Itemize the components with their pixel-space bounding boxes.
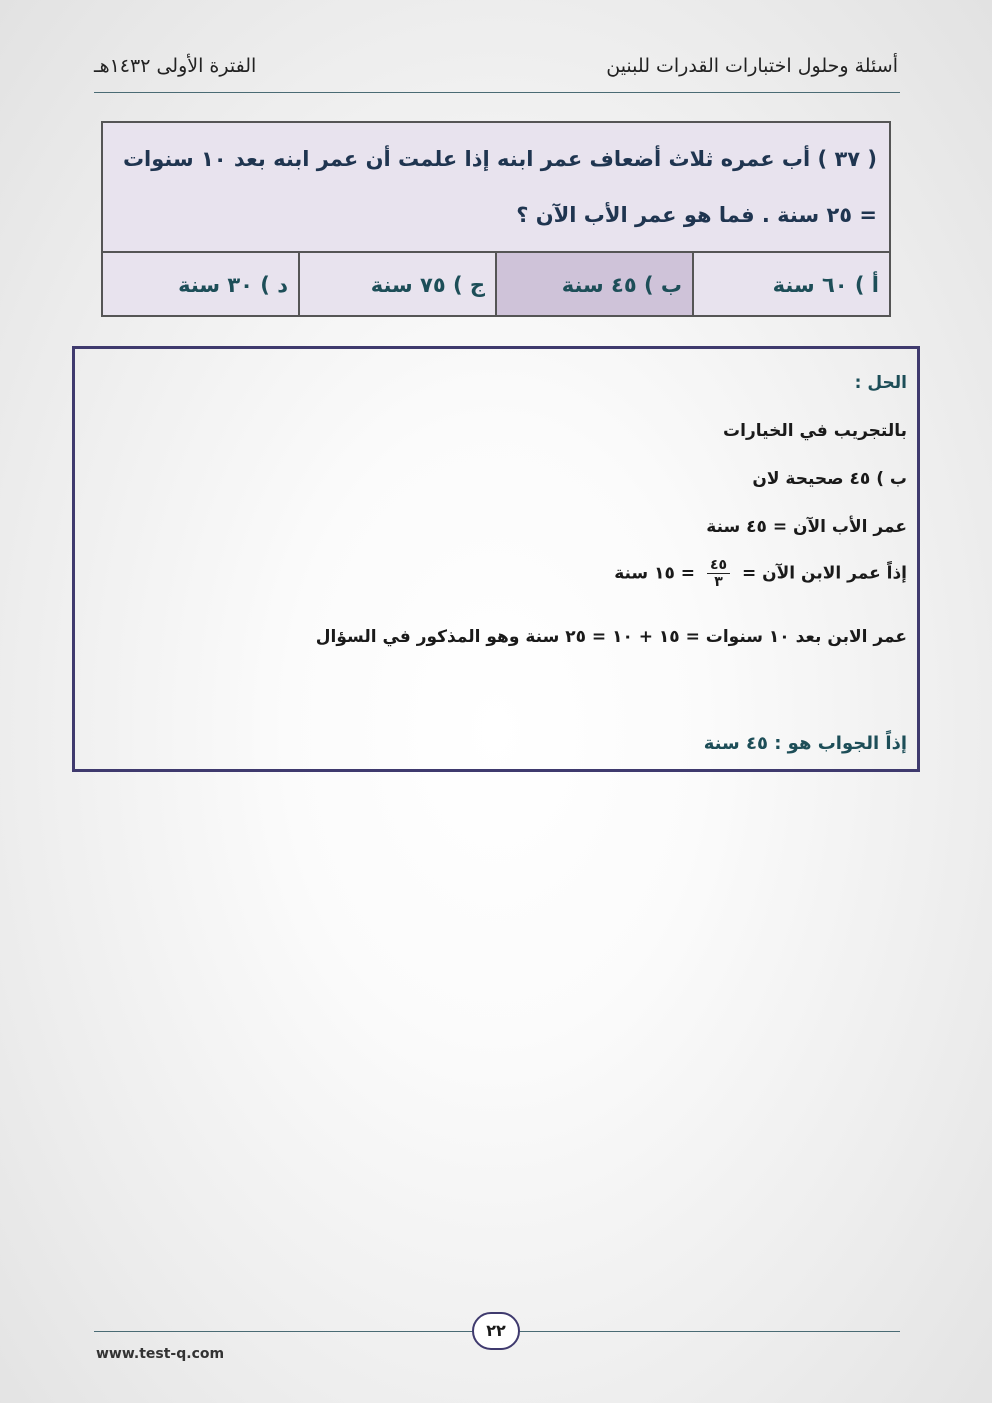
solution-line-4-suffix: = ١٥ سنة (614, 563, 696, 584)
fraction-numerator: ٤٥ (707, 557, 730, 574)
solution-answer: إذاً الجواب هو : ٤٥ سنة (703, 733, 907, 754)
option-a[interactable] (692, 253, 889, 315)
fraction (707, 557, 730, 590)
solution-title: الحل : (854, 373, 907, 393)
question-text-line-2: = ٢٥ سنة . فما هو عمر الأب الآن ؟ (516, 203, 877, 227)
option-a-label: أ ) ٦٠ سنة (772, 273, 879, 297)
header-title: أسئلة وحلول اختبارات القدرات للبنين (606, 55, 898, 77)
option-d-label: د ) ٣٠ سنة (178, 273, 288, 297)
header-period: الفترة الأولى ١٤٣٢هـ (94, 55, 257, 77)
option-d[interactable] (103, 253, 298, 315)
fraction-denominator: ٣ (714, 574, 723, 590)
solution-line-3: عمر الأب الآن = ٤٥ سنة (706, 517, 907, 537)
option-c-label: ج ) ٧٥ سنة (370, 273, 485, 297)
solution-line-5: عمر الابن بعد ١٠ سنوات = ١٥ + ١٠ = ٢٥ سنة وهو المذكور في السؤال (315, 627, 907, 647)
footer-url: www.test-q.com (96, 1346, 225, 1362)
solution-line-4-prefix: إذاً عمر الابن الآن = (741, 563, 907, 584)
page-number: ٢٢ (472, 1312, 520, 1350)
header-divider (94, 92, 900, 93)
solution-line-1: بالتجريب في الخيارات (723, 421, 907, 441)
question-text-line-1: ( ٣٧ ) أب عمره ثلاث أضعاف عمر ابنه إذا علمت أن عمر ابنه بعد ١٠ سنوات (122, 147, 877, 171)
option-b[interactable] (495, 253, 692, 315)
solution-line-4 (614, 557, 907, 590)
solution-box (72, 346, 920, 772)
option-b-label: ب ) ٤٥ سنة (561, 273, 682, 297)
question-box (101, 121, 891, 317)
option-c[interactable] (298, 253, 495, 315)
solution-line-2: ب ) ٤٥ صحيحة لان (752, 469, 907, 489)
options-row (103, 253, 889, 315)
